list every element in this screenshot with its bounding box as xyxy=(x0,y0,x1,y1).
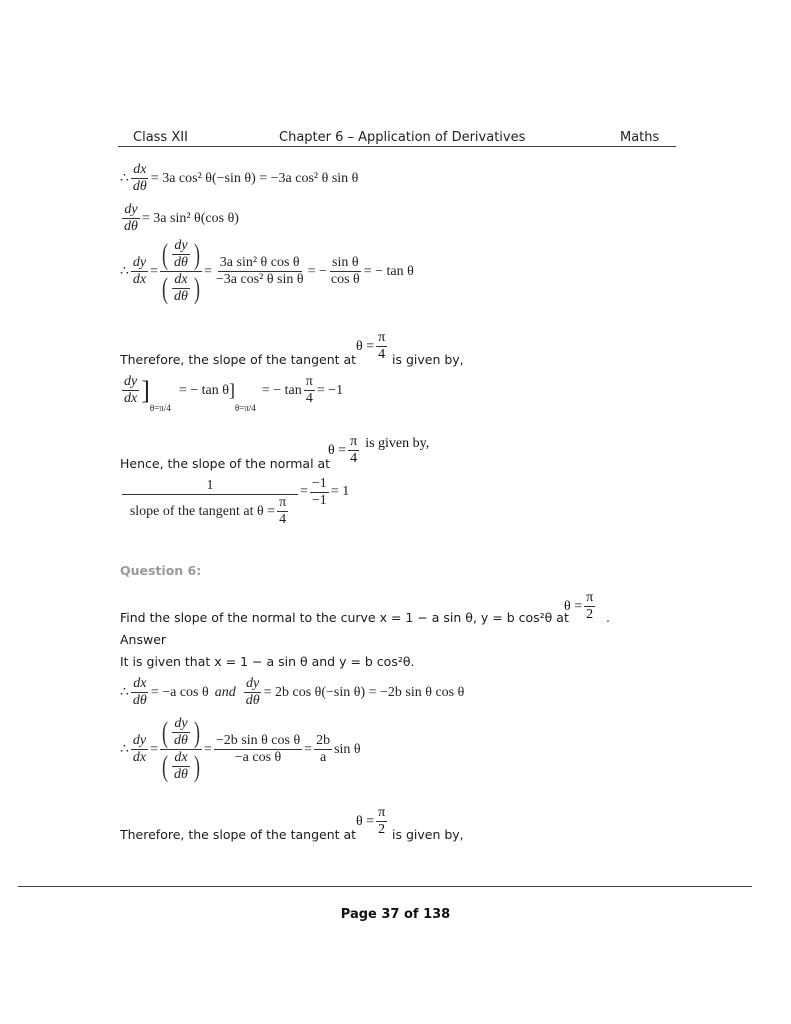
frac-num: dy xyxy=(132,733,147,749)
frac-num: π xyxy=(348,434,359,451)
frac-den: dθ xyxy=(174,255,188,271)
frac-den: dx xyxy=(132,272,147,288)
frac-den: 2 xyxy=(586,607,594,623)
equation-dy-dx-2: ∴ $\frac{dy}{dx}$ = ( $\frac{dy}{d\theta}$ ) ( $\frac{dx}{d\theta}$ ) = $\frac{\text{−2b sin θ cos θ}}{\text{−a cos θ}}$ = $\frac{2b}{a}$ sin θ xyxy=(120,715,361,783)
given-text: It is given that x = 1 − a sin θ and y = b cos²θ. xyxy=(120,654,415,669)
equation-result: = 1 xyxy=(330,484,350,500)
frac-num: dy xyxy=(246,676,260,691)
frac-den: dθ xyxy=(174,767,188,783)
therefore-symbol: ∴ xyxy=(120,171,129,187)
frac-num: dy xyxy=(174,716,188,731)
frac-den: dθ xyxy=(132,693,147,709)
frac-num: π xyxy=(304,374,315,391)
normal-slope-text: Hence, the slope of the normal at xyxy=(120,456,331,471)
theta-lhs: θ = xyxy=(564,598,583,614)
frac-den: 2 xyxy=(378,822,386,838)
equation-tangent-slope: $\frac{dy}{dx}$ ] θ=π/4 = − tan θ ] θ=π/4 = − tan $\frac{\pi}{4}$ = −1 xyxy=(124,374,344,414)
equation-result: = −1 xyxy=(316,382,344,398)
compound-fraction: ( $\frac{dy}{d\theta}$ ) ( $\frac{dx}{d\theta}$ ) xyxy=(162,715,200,783)
tangent-slope-text: Therefore, the slope of the tangent at xyxy=(120,352,357,367)
frac-num: dy xyxy=(124,202,138,217)
therefore-symbol: ∴ xyxy=(120,264,129,280)
theta-value xyxy=(356,805,389,838)
frac-den: dθ xyxy=(124,219,138,235)
frac-num: π xyxy=(584,590,595,607)
and-word: and xyxy=(214,684,236,700)
is-given-by-text: is given by, xyxy=(392,352,464,367)
footer-divider xyxy=(18,886,752,887)
frac-num: −1 xyxy=(310,476,329,493)
page-number: Page 37 of 138 xyxy=(340,907,451,922)
equation-derivatives xyxy=(120,676,464,709)
equation-dy-dtheta xyxy=(120,202,239,235)
equation-tail: = − tan θ xyxy=(363,263,414,279)
question-label: Question 6: xyxy=(120,563,202,578)
equation-rhs: = 2b cos θ(−sin θ) = −2b sin θ cos θ xyxy=(263,684,465,700)
frac-num: dx xyxy=(133,676,147,691)
frac-den: 4 xyxy=(279,512,287,528)
theta-lhs: θ = xyxy=(356,338,375,354)
header-class: Class XII xyxy=(133,130,188,145)
therefore-symbol: ∴ xyxy=(120,685,129,701)
frac-den: 4 xyxy=(350,451,358,467)
frac-den: dx xyxy=(124,391,138,407)
frac-den: a xyxy=(319,750,327,766)
evaluated-at: θ=π/4 xyxy=(149,403,171,414)
question-period: . xyxy=(606,610,610,625)
theta-value xyxy=(328,434,429,467)
equation-dy-dx: ∴ $\frac{dy}{dx}$ = ( $\frac{dy}{d\theta}$ ) ( $\frac{dx}{d\theta}$ ) = $\frac{\text{3a sin² θ cos θ}}{\text{−3a cos² θ sin θ}}$ = − $\frac{\text{sin θ}}{\text{cos θ}}$ = − tan θ xyxy=(120,237,414,305)
evaluated-at: θ=π/4 xyxy=(234,403,256,414)
frac-num: 1 xyxy=(122,478,298,495)
theta-value xyxy=(564,590,597,623)
frac-num: dy xyxy=(174,238,188,253)
frac-num: 3a sin² θ cos θ xyxy=(218,255,302,272)
frac-num: π xyxy=(376,330,387,347)
frac-num: dy xyxy=(124,374,138,389)
theta-value xyxy=(356,330,389,363)
frac-den: dx xyxy=(132,750,147,766)
frac-den: cos θ xyxy=(330,272,360,288)
frac-num: π xyxy=(277,495,288,512)
frac-num: −2b sin θ cos θ xyxy=(214,733,302,750)
frac-den: dθ xyxy=(174,289,188,305)
answer-label: Answer xyxy=(120,632,167,647)
theta-lhs: θ = xyxy=(328,442,347,458)
frac-num: dx xyxy=(174,272,188,288)
equation-rhs: = 3a sin² θ(cos θ) xyxy=(141,210,239,226)
frac-den: −a cos θ xyxy=(234,750,282,766)
frac-den: dθ xyxy=(174,733,188,749)
equation-tail: sin θ xyxy=(334,741,361,757)
therefore-symbol: ∴ xyxy=(120,742,129,758)
frac-num: dx xyxy=(133,162,147,177)
frac-den-text: slope of the tangent at θ = xyxy=(129,503,276,519)
is-given-by-text: is given by, xyxy=(392,827,464,842)
header-subject: Maths xyxy=(620,130,660,145)
frac-den: 4 xyxy=(378,347,386,363)
is-given-by-text: is given by, xyxy=(365,435,430,451)
compound-fraction: ( $\frac{dy}{d\theta}$ ) ( $\frac{dx}{d\theta}$ ) xyxy=(162,237,200,305)
equation-dx-dtheta xyxy=(120,162,358,195)
frac-num: sin θ xyxy=(330,255,361,272)
frac-num: π xyxy=(376,805,387,822)
frac-den: 4 xyxy=(305,391,313,407)
frac-den: −1 xyxy=(311,492,327,508)
frac-num: 2b xyxy=(314,733,332,750)
equation-normal-slope: 1 slope of the tangent at θ = $\frac{\pi}{4}$ = $\frac{-1}{-1}$ = 1 xyxy=(120,478,349,528)
tangent-slope-text-2: Therefore, the slope of the tangent at xyxy=(120,827,357,842)
equation-rhs: = 3a cos² θ(−sin θ) = −3a cos² θ sin θ xyxy=(150,170,359,186)
frac-den: dθ xyxy=(132,179,147,195)
header-divider xyxy=(118,146,676,147)
equation-mid: = −a cos θ xyxy=(150,684,209,700)
frac-num: dx xyxy=(174,750,188,766)
question-text: Find the slope of the normal to the curve x = 1 − a sin θ, y = b cos²θ at xyxy=(120,610,569,625)
equation-mid: = − tan θ xyxy=(178,382,229,398)
frac-num: dy xyxy=(132,255,147,271)
header-chapter: Chapter 6 – Application of Derivatives xyxy=(279,130,526,145)
frac-den: −3a cos² θ sin θ xyxy=(215,272,304,288)
equation-tail: = − tan xyxy=(261,382,302,398)
frac-den: dθ xyxy=(245,693,260,709)
theta-lhs: θ = xyxy=(356,813,375,829)
